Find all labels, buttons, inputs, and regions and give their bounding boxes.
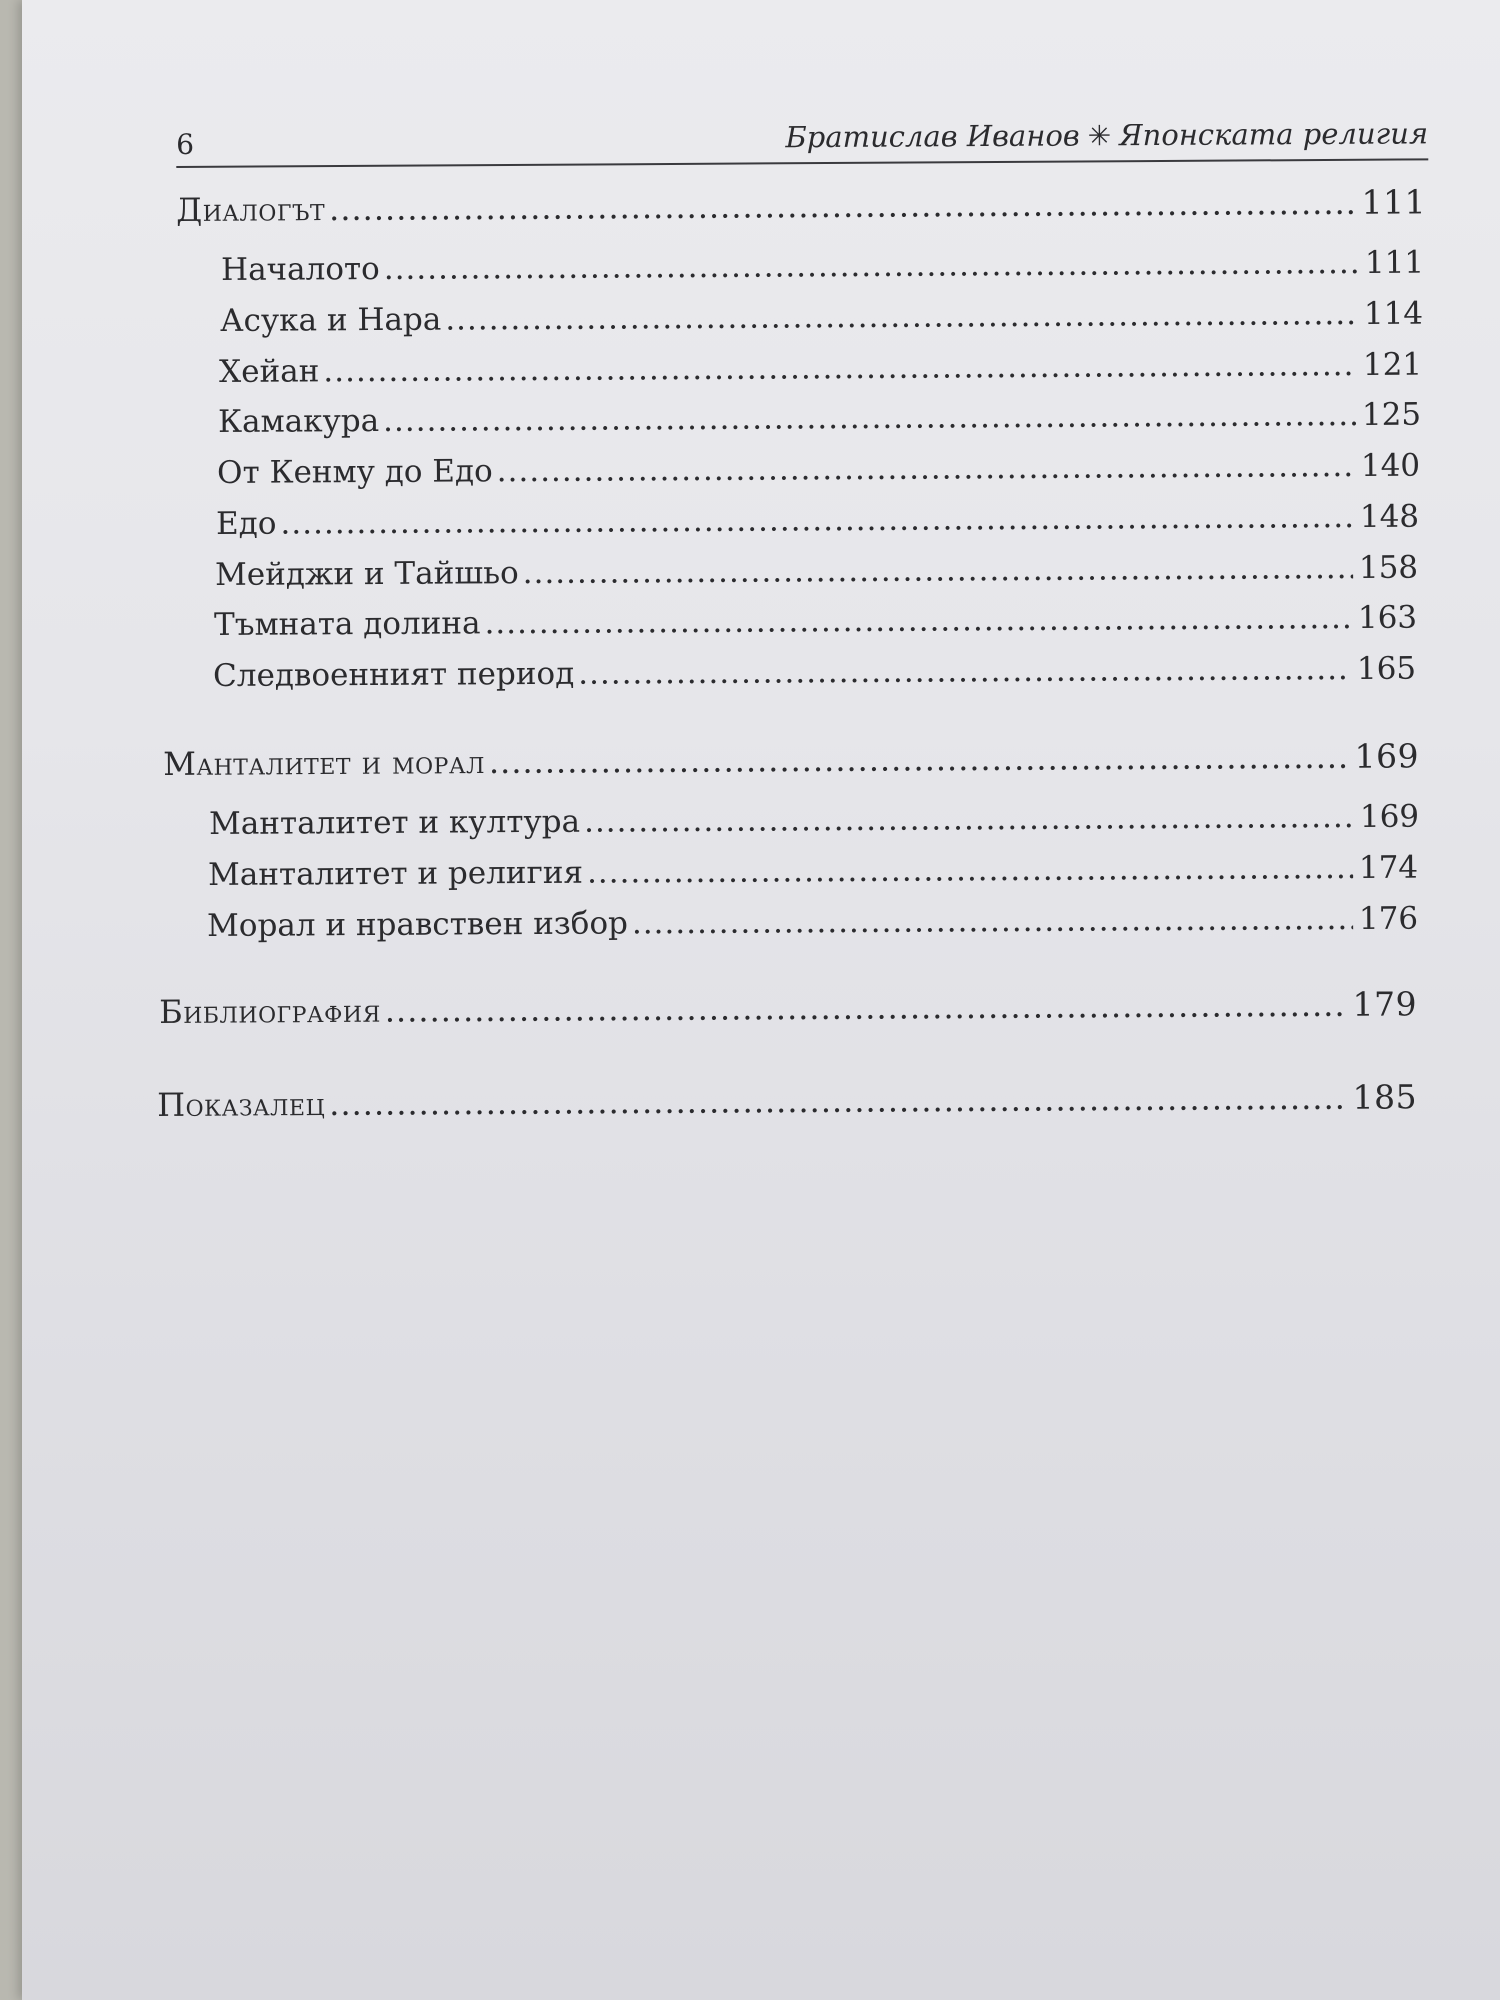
toc-label: Следвоенният период (213, 655, 575, 694)
toc-leader (383, 397, 1356, 439)
toc-leader (578, 651, 1351, 692)
asterisk-ornament-icon: ✳ (1087, 119, 1112, 153)
toc-label: Началото (221, 251, 380, 288)
toc-label: Тъмната долина (214, 605, 481, 643)
toc-section (207, 901, 1418, 944)
toc-section (208, 850, 1418, 893)
toc-leader (587, 850, 1353, 891)
author-name: Братислав Иванов (785, 118, 1080, 155)
toc-page-number: 121 (1362, 346, 1423, 384)
toc-label: Едо (216, 505, 277, 542)
toc-page-number: 169 (1354, 736, 1420, 776)
toc-label: Хейан (219, 353, 320, 390)
toc-section (220, 296, 1423, 339)
toc-leader (329, 1079, 1347, 1123)
toc-label: Манталитет и религия (208, 854, 584, 893)
toc-label: Манталитет и морал (163, 743, 486, 783)
toc-leader (497, 448, 1355, 489)
toc-chapter-dialogue (176, 182, 1426, 229)
toc-section (218, 397, 1421, 440)
toc-page-number: 163 (1357, 599, 1418, 637)
toc-section (213, 651, 1416, 694)
toc-label: Диалогът (176, 190, 326, 229)
toc-section (216, 499, 1419, 542)
toc-chapter-index (157, 1077, 1417, 1124)
toc-section (209, 799, 1419, 842)
toc-chapter-mentality (163, 736, 1419, 783)
toc-label: Асука и Нара (220, 301, 442, 339)
toc-page-number: 125 (1361, 396, 1422, 434)
toc-leader (445, 296, 1358, 338)
toc-leader (384, 245, 1359, 287)
toc-label: Показалец (157, 1084, 326, 1124)
toc-page-number: 111 (1361, 182, 1427, 222)
toc-leader (632, 901, 1353, 941)
toc-page-number: 174 (1358, 849, 1419, 886)
toc-leader (489, 738, 1349, 781)
toc-leader (484, 600, 1352, 641)
toc-label: Камакура (218, 403, 380, 440)
toc-label: От Кенму до Едо (217, 453, 493, 491)
toc-label: Библиография (159, 991, 381, 1031)
toc-section (215, 550, 1418, 593)
toc-label: Мейджи и Тайшьо (215, 555, 519, 593)
toc-page-number: 176 (1358, 900, 1419, 937)
toc-page-number: 185 (1352, 1077, 1418, 1117)
toc-page-number: 140 (1360, 447, 1421, 485)
page-number: 6 (176, 127, 195, 161)
toc-leader (280, 499, 1354, 542)
toc-page-number: 111 (1364, 244, 1425, 282)
toc-leader (584, 799, 1354, 840)
toc-leader (323, 347, 1357, 389)
toc-leader (385, 986, 1347, 1030)
toc-page-number: 165 (1356, 650, 1417, 688)
toc-label: Морал и нравствен избор (207, 905, 629, 944)
toc-page-number: 169 (1359, 798, 1420, 835)
toc-section (219, 347, 1422, 390)
toc-leader (329, 184, 1356, 228)
toc-section (217, 448, 1420, 491)
toc-chapter-bibliography (159, 984, 1417, 1031)
toc-section (221, 245, 1424, 288)
toc-label: Манталитет и култура (209, 803, 581, 842)
toc-page-number: 148 (1359, 498, 1420, 536)
book-title: Японската религия (1119, 116, 1429, 153)
toc-page-number: 114 (1363, 295, 1424, 333)
toc-page-number: 179 (1352, 984, 1418, 1024)
toc-section (214, 600, 1417, 643)
toc-page-number: 158 (1358, 549, 1419, 587)
toc-leader (523, 550, 1353, 591)
